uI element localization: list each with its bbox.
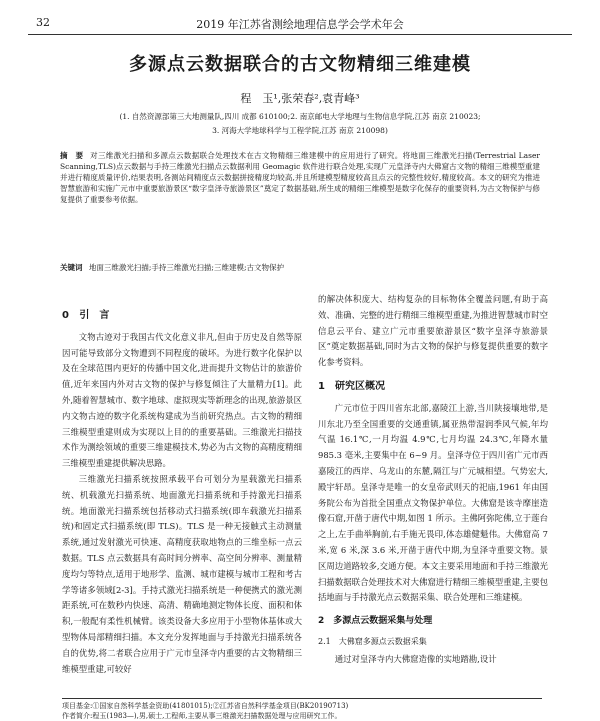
abstract bbox=[60, 150, 540, 205]
section-heading-introduction bbox=[62, 308, 302, 324]
page-number: 32 bbox=[36, 16, 50, 29]
affiliation-line-1: (1. 自然资源部第三大地测量队,四川 成都 610100;2. 南京邮电大学地理与生物信息学院,江苏 南京 210023; bbox=[119, 112, 481, 121]
authors: 程 玉¹,张荣春²,袁青峰³ bbox=[240, 92, 360, 105]
section-number: 0 bbox=[62, 310, 69, 321]
header-rule bbox=[28, 34, 572, 35]
keywords-label: 关键词 bbox=[60, 263, 83, 272]
paragraph: 三维激光扫描系统按照承载平台可划分为星载激光扫描系统、机载激光扫描系统、地面激光扫描系统和手持激光扫描系统。地面激光扫描系统包括移动式扫描系统(即车载激光扫描系统)和固定式扫描系统(即 TLS)。TLS 是一种无接触式主动测量系统,通过发射激光可快速、高精度获取地物点的三维坐标一点云数据。TLS 点云数据具有高时间分辨率、高空间分辨率、测量精度均匀等特点,适用于地形学、监测、城市建模与城市工程和考古学等诸多领域[2-3]。手持式激光扫描系统是一种便携式的激光测距系统,可在数秒内快速、高清、精确地测定物体长度、面积和体积,一般配有柔性机械臂。该类设备大多应用于小型物体基体或大型物体局部精细扫描。本文充分发挥地面与手持激光扫描系统各自的优势,将二者联合应用于广元市皇泽寺内重要的古文物精细三维模型重建,可较好 bbox=[62, 473, 302, 674]
paper-title: 多源点云数据联合的古文物精细三维建模 bbox=[129, 54, 471, 75]
abstract-text: 对三维激光扫描和多源点云数据联合处理技术在古文物精细三维建模中的应用进行了研究。将地面三维激光扫描(Terrestrial Laser Scanning,TLS)点云数据与手持三维激光扫描点云数据利用 Geomagic 软件进行联合处理,实现广元皇泽寺内大佛窟古文物的精细三维模型重建并进行精度质量评价,结果表明,各测站间精度点云数据拼接精度均较高,并且所建模型精度较高且点云的完整性较好,精度较高。本文的研究为推进智慧旅游和实施广元市中重要旅游景区“数字皇泽寺旅游景区”奠定了数据基础,所生成的精细三维模型是数字化保存的重要资料,为古文物保护与修复提供了重要参考依据。 bbox=[60, 151, 540, 204]
footnote-funding: 项目基金:①国家自然科学基金资助(41801015);②江苏省自然科学基金项目(BK20190713) bbox=[62, 702, 349, 710]
left-column bbox=[62, 300, 302, 677]
affiliations bbox=[50, 110, 550, 138]
keywords-text: 地面三维激光扫描;手持三维激光扫描;三维建模;古文物保护 bbox=[88, 263, 284, 272]
paragraph: 广元市位于四川省东北部,嘉陵江上游,当川陕接壤地带,是川东北乃至全国重要的交通重镇,属亚热带湿润季风气候,年均气温 16.1℃,一月均温 4.9℃,七月均温 24.3℃,年降水量 985.3 毫米,主要集中在 6~9 月。皇泽寺位于四川省广元市西嘉陵江的西岸、乌龙山的东麓,隔江与广元城相望。气势宏大,殿宇轩昂。皇泽寺是唯一的女皇帝武则天的祀庙,1961 年由国务院公布为首批全国重点文物保护单位。大佛窟是该寺摩崖造像石窟,开凿于唐代中期,如图 1 所示。主佛阿弥陀佛,立于莲台之上,左手曲举胸前,右手施无畏印,体态雄健魁伟。大佛窟高 7 米,宽 6 米,深 3.6 米,开凿于唐代中期,为皇泽寺重要文物。景区周边道路较多,交通方便。本文主要采用地面和手持三维激光扫描数据联合处理技术对大佛窟进行精细三维模型重建,主要包括地面与手持激光点云数据采集、联合处理和三维建模。 bbox=[318, 402, 548, 603]
paragraph: 的解决体积庞大、结构复杂的目标物体全覆盖问题,有助于高效、准确、完整的进行精细三维模型重建,为推进智慧城市时空信息云平台、建立广元市重要旅游景区“数字皇泽寺旅游景区”奠定数据基础,同时为古文物的保护与修复提供重要的数字化参考资料。 bbox=[318, 294, 548, 368]
running-header bbox=[28, 14, 572, 34]
keywords bbox=[60, 262, 540, 273]
paragraph: 文物古迹对于我国古代文化意义非凡,但由于历史及自然等原因可能导致部分文物遭到不同程度的破坏。为进行数字化保护以及在全球范围内更好的传播中国文化,进而提升文物估计的旅游价值,近年来国内外对古文物的保护与修复倾注了大量精力[1]。此外,随着智慧城市、数字地球、虚拟现实等新理念的出现,旅游景区内文物古迹的数字化系统构建成为当前研究热点。古文物的精细三维模型重建则成为实现以上目的的重要基础。三维激光扫描技术作为测绘领域的重要三维建模技术,势必为古文物的高精度精细三维模型重建提供解决思路。 bbox=[62, 331, 302, 469]
abstract-label: 摘 要 bbox=[60, 151, 84, 160]
section-heading-data: 2 多源点云数据采集与处理 bbox=[318, 616, 433, 627]
journal-header: 2019 年江苏省测绘地理信息学会学术年会 bbox=[196, 18, 404, 31]
affiliation-line-2: 3. 河海大学地球科学与工程学院,江苏 南京 210098) bbox=[212, 126, 388, 135]
section-heading-study-area: 1 研究区概况 bbox=[318, 380, 385, 392]
subsection-heading: 2.1 大佛窟多源点云数据采集 bbox=[318, 636, 427, 646]
right-column bbox=[318, 292, 548, 668]
footnote-author: 作者简介:程玉(1983—),男,硕士,工程师,主要从事三维激光扫描数据处理与应用研究工作。 bbox=[62, 712, 342, 720]
section-title: 引 言 bbox=[79, 310, 110, 321]
paragraph: 通过对皇泽寺内大佛窟造像的实地踏勘,设计 bbox=[334, 653, 497, 664]
